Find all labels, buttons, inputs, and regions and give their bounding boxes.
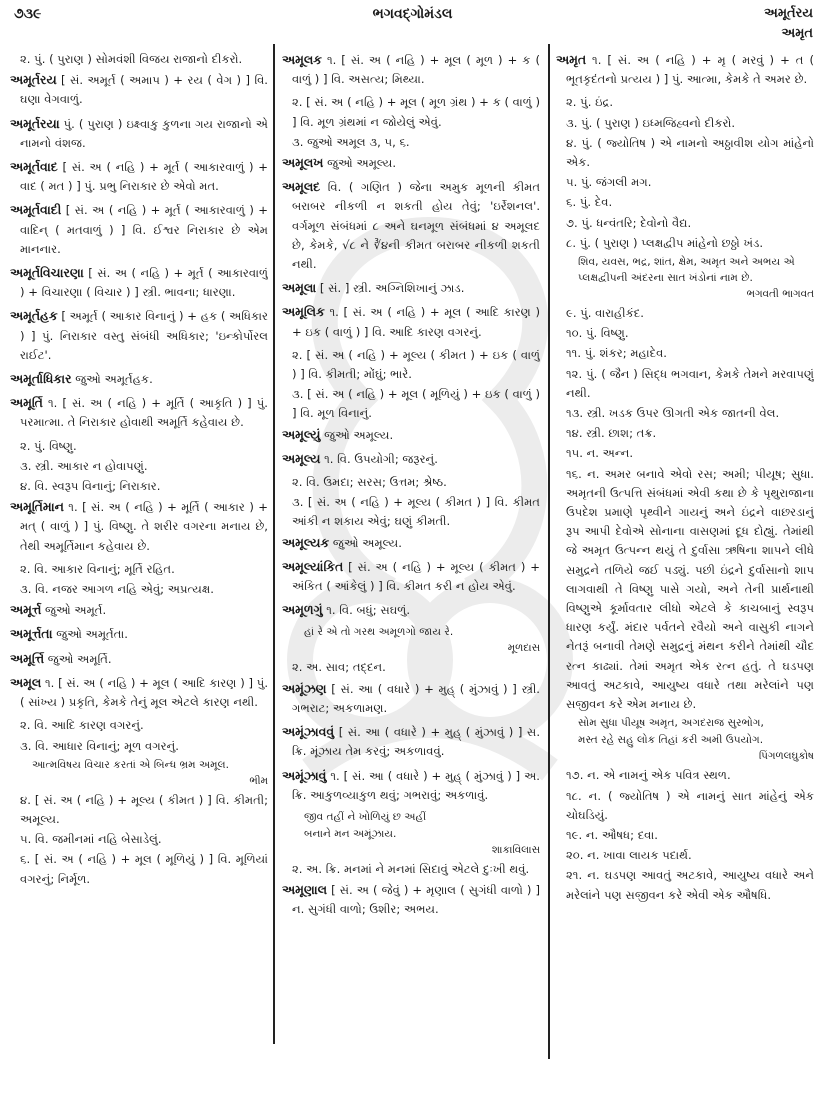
sense-item: ૫. વિ. જમીનમાં નહિ બેસાડેલું. [20, 832, 162, 847]
sense-item: ૨. વિ. ઉમદા; સરસ; ઉત્તમ; શ્રેષ્ઠ. [292, 475, 447, 490]
quotation-source: શાકાવિલાસ [491, 843, 540, 856]
entry-definition [10, 624, 268, 644]
sense-item: ૬. પું. દેવ. [566, 195, 613, 210]
sense-item: ૨. પું. વિષ્ણુ. [20, 438, 77, 453]
sense-item: ૪. વિ. સ્વરૂપ વિનાનું; નિરાકાર. [20, 479, 161, 494]
sense-item: ૩. વિ. આધાર વિનાનું; મૂળ વગરનું. [20, 738, 179, 753]
headword: અમૂણાલ [282, 882, 328, 898]
sense-item: ૩. વિ. નજર આગળ નહિ એવું; અપ્રત્યક્ષ. [20, 582, 214, 597]
sense-item: ૬. [ સં. અ ( નહિ ) + મૂલ ( મૂળિયું ) ] વિ. મૂળિયાં વગરનું; નિર્મૂળ. [20, 852, 268, 886]
column-3 [556, 50, 814, 1095]
entry-definition [282, 880, 540, 919]
definition-text: ૧. [ સં. અ ( નહિ ) + મૂલ ( આદિ કારણ ) + ઇક ( વાળું ) ] વિ. આદિ કારણ વગરનું. [292, 305, 540, 339]
sense-item: ૧૪. સ્ત્રી. છાશ; તક્ર. [566, 426, 657, 441]
column-2 [282, 50, 540, 1095]
entry-definition [282, 50, 540, 89]
dictionary-entry [282, 425, 540, 445]
headword: અમૂર્ત્તતા [10, 626, 53, 642]
dictionary-columns [0, 50, 825, 1100]
sense-item: ૨. [ સં. અ ( નહિ ) + મૂલ ( મૂળ ગ્રંથ ) + ક ( વાળું ) ] વિ. મૂળ ગ્રંથમાં ન જોયેલું એવું. [292, 95, 540, 129]
definition-text: ૧. વિ. ઉપયોગી; જરૂરનું. [324, 451, 438, 466]
headword: અમૂલા [282, 280, 317, 296]
entry-definition [282, 302, 540, 341]
entry-definition [282, 722, 540, 761]
sense-item: ૨૦. ન. ખાવા લાયક પદાર્થ. [566, 848, 692, 863]
headword: અમૃત [556, 52, 587, 67]
sense-item: ૩. પું. ( પુરાણ ) ઇધ્મજિહ્વનો દીકરો. [566, 115, 736, 130]
headword: અમૂર્તિમાન [10, 499, 64, 515]
sense-item: ૨. પું. ઇંદ્ર. [566, 95, 614, 110]
entry-definition [10, 393, 268, 432]
entry-definition [10, 114, 268, 153]
sense-item: ૧૨. પું. ( જૈન ) સિદ્ધ ભગવાન, કેમકે તેમને મરવાપણું નથી. [566, 366, 814, 400]
dictionary-entry [10, 649, 268, 669]
quotation-source: ભીમ [249, 774, 268, 787]
headword: અમૂંઝણ [282, 680, 327, 696]
sense-item: ૧૫. ન. અન્ન. [566, 446, 634, 461]
definition-text: [ સં. અ ( નહિ ) + મૂલ્ય ( કીમત ) + અંકિત ( આંકેલું ) ] વિ. કીમત કરી ન હોય એવું. [292, 559, 540, 594]
headword: અમૂંઝાવું [282, 767, 327, 783]
dictionary-entry [282, 557, 540, 596]
definition-text: જુઓ અમૂલ્ય. [327, 156, 397, 171]
dictionary-entry [282, 722, 540, 761]
sense-item: ૫. પું. જંગલી મગ. [566, 175, 652, 190]
headword: અમૂલિક [282, 304, 325, 320]
quotation-source: મૂળદાસ [507, 642, 540, 655]
sense-item: ૧૧. પું. શંકર; મહાદેવ. [566, 346, 667, 361]
headword: અમૂર્તરય [10, 72, 57, 88]
sense-item: ૩. સ્ત્રી. આકાર ન હોવાપણું. [20, 458, 148, 473]
entry-definition [282, 766, 540, 805]
entry-definition [10, 200, 268, 259]
definition-text: ૧. વિ. બધું; સઘળું. [326, 603, 411, 618]
dictionary-entry [282, 177, 540, 274]
definition-text: [ સં. અ ( જેવું ) + મૃણાલ ( સુગંધી વાળો ) ] ન. સુગંધી વાળો; ઉશીર; અભય. [292, 883, 540, 917]
definition-text: જુઓ અમૂર્તિ. [47, 651, 112, 666]
dictionary-entry [282, 766, 540, 880]
entry-definition [282, 533, 540, 553]
headword: અમૂર્ત્તિ [10, 650, 45, 666]
dictionary-entry [10, 200, 268, 259]
column-1 [10, 50, 268, 1095]
sense-item: ૭. પું. ધન્વંતરિ; દેવોનો વૈદ્ય. [566, 215, 692, 230]
headword: અમૂલદ [282, 179, 321, 195]
entry-definition [282, 600, 540, 620]
headword: અમૂંઝાવવું [282, 724, 335, 740]
dictionary-entry [10, 369, 268, 389]
entry-definition [282, 679, 540, 718]
definition-text: [ સં. અ ( નહિ ) + મૂર્ત ( આકારવાળું ) + વિચારણા ( વિચાર ) ] સ્ત્રી. ભાવના; ધારણા. [20, 266, 268, 300]
definition-text: જુઓ અમૂલ્ય. [332, 535, 402, 550]
dictionary-entry [10, 673, 268, 889]
quotation-line: બનાને મન અમૂંઝાય. [304, 827, 397, 840]
entry-definition [10, 70, 268, 109]
definition-text: જુઓ અમૂર્તહક. [75, 372, 153, 387]
quotation-line: સોમ સુધા પીયૂષ અમૃત, અગદરાજ સુરભોગ, [578, 717, 764, 730]
sense-item: ૨. વિ. આકાર વિનાનું; મૂર્તિ રહિત. [20, 561, 175, 576]
dictionary-entry [10, 50, 268, 69]
sense-item: ૨૧. ન. ઘડપણ આવતું અટકાવે, આયુષ્ય વધારે અને મરેલાંને પણ સજીવન કરે એવી એક ઔષધિ. [566, 868, 814, 902]
definition-text: ૧. [ સં. અ ( નહિ ) + મૂર્તિ ( આકૃતિ ) ] પું. પરમાત્મા. તે નિરાકાર હોવાથી અમૂર્તિ કહેવાય છે. [20, 396, 268, 430]
sense-item: ૧૦. પું. વિષ્ણુ. [566, 326, 629, 341]
definition-text: [ સં. અ ( નહિ ) + મૂર્ત ( આકારવાળું ) + વાદિન્ ( મતવાળું ) ] વિ. ઈશ્વર નિરાકાર છે એમ માનનાર. [20, 203, 268, 256]
headword: અમૂલ [10, 674, 42, 690]
entry-definition [556, 50, 814, 89]
entry-definition [10, 306, 268, 365]
entry-definition [282, 557, 540, 596]
dictionary-entry [10, 624, 268, 644]
entry-definition [282, 153, 540, 173]
dictionary-entry [10, 306, 268, 365]
quotation-line: શિવ, યવસ, ભદ્ર, શાંત, ક્ષેમ, અમૃત અને અભય એ પ્લક્ષદ્વીપની અંદરના સાત ખંડોનાં નામ છે. [578, 256, 795, 285]
definition-text: [ સં. આ ( વધારે ) + મુહ્ ( મુંઝાવું ) ] સ. ક્રિ. મૂંઝાય તેમ કરવું; અકળાવવું. [292, 725, 540, 759]
headword: અમૂર્તાધિકાર [10, 371, 72, 387]
guide-word-first: અમૂર્તરય [764, 6, 813, 21]
dictionary-entry [10, 497, 268, 599]
entry-definition [10, 497, 268, 556]
definition-text: જુઓ અમૂર્ત. [44, 603, 107, 618]
entry-definition [10, 369, 268, 389]
sense-item: ૧૯. ન. ઔષધ; દવા. [566, 827, 658, 842]
dictionary-entry [282, 679, 540, 718]
dictionary-entry [10, 263, 268, 302]
definition-text: [ સં. ] સ્ત્રી. અગ્નિશિખાનું ઝાડ. [319, 281, 465, 296]
sense-item: ૧૩. સ્ત્રી. ખડક ઉપર ઊગતી એક જાતની વેલ. [566, 406, 780, 421]
headword: અમૂલક [282, 52, 322, 67]
quotation-line: આત્મવિષય વિચાર કરતાં એ બિન્ધ ભ્રમ અમૂલ. [32, 758, 230, 771]
definition-text: ૧. [ સં. અ ( નહિ ) + મૃ ( મરવું ) + ત ( ભૂતકૃદંતનો પ્રત્યય ) ] પું. આત્મા, કેમકે તે અમર છે. [566, 53, 814, 87]
sense-item: ૮. પું. ( પુરાણ ) પ્લક્ષદ્વીપ માંહેનો છઠ્ઠો ખંડ. [566, 235, 764, 250]
definition-text: [ અમૂર્ત ( આકાર વિનાનું ) + હક ( અધિકાર ) ] પું. નિરાકાર વસ્તુ સંબંધી અધિકાર; 'ઇન્કોર્પોરલ રાઈટ'. [20, 309, 268, 362]
sense-item: ૨. વિ. આદિ કારણ વગરનું. [20, 718, 144, 733]
sense-item: ૩. [ સં. અ ( નહિ ) + મૂલ ( મૂળિયું ) + ઇક ( વાળું ) ] વિ. મૂળ વિનાનું. [292, 387, 540, 421]
dictionary-entry [282, 50, 540, 152]
sense-item: ૨. અ. ક્રિ. મનમાં ને મનમાં સિદાવું એટલે દુઃખી થવું. [292, 861, 530, 876]
dictionary-entry [10, 70, 268, 109]
dictionary-entry [10, 157, 268, 196]
sense-item: ૨. [ સં. અ ( નહિ ) + મૂલ્ય ( કીમત ) + ઇક ( વાળું ) ] વિ. કીમતી; મોંઘું; ભારે. [292, 347, 540, 382]
quotation-source: ભગવતી ભાગવત [746, 288, 814, 301]
entry-definition [10, 649, 268, 669]
entry-definition [10, 600, 268, 620]
headword: અમૂર્ત્ત [10, 602, 42, 618]
definition-text: જુઓ અમૂર્તતા. [56, 627, 128, 642]
sense-item: ૪. [ સં. અ ( નહિ ) + મૂલ્ય ( કીમત ) ] વિ. કીમતી; અમૂલ્ય. [20, 792, 268, 826]
sense-item: ૧૮. ન. ( જ્યોતિષ ) એ નામનું સાત માંહેનું એક ચોઘડિયું. [566, 788, 814, 822]
dictionary-entry [282, 600, 540, 677]
entry-definition [10, 263, 268, 302]
sense-item: ૩. જુઓ અમૂલ ૩, ૫, ૬. [292, 134, 410, 149]
page-header [0, 0, 825, 52]
definition-text: ૧. [ સં. આ ( વધારે ) + મુહ્ ( મુંઝાવું ) ] અ. ક્રિ. આકુળવ્યાકુળ થવું; ગભરાવું; અકળાવું. [292, 768, 540, 802]
sense-item: ૧૭. ન. એ નામનું એક પવિત્ર સ્થળ. [566, 768, 731, 783]
headword: અમૂર્તવિચારણા [10, 265, 84, 281]
headword: અમૂળગું [282, 602, 323, 618]
entry-definition [282, 449, 540, 469]
entry-definition [10, 673, 268, 712]
quotation-line: જીવ તહીં ને ખોળિયું છ અહીં [304, 810, 427, 823]
definition-text: [ સં. આ ( વધારે ) + મુહ્ ( મુંઝાવું ) ] સ્ત્રી. ગભરાટ; અકળામણ. [292, 681, 540, 715]
dictionary-entry [282, 533, 540, 553]
definition-text: [ સં. અમૂર્ત ( અમાપ ) + રય ( વેગ ) ] વિ. ઘણા વેગવાળું. [20, 73, 268, 107]
dictionary-entry [282, 302, 540, 423]
entry-definition [282, 278, 540, 298]
dictionary-entry [282, 278, 540, 298]
quotation-line: હાં રે એ તો ગરથ અમૂળગો જાય રે. [304, 626, 454, 639]
quotation-source: પિંગળલઘુકોષ [758, 750, 814, 763]
headword: અમૂર્તવાદી [10, 202, 62, 218]
definition-text: વિ. ( ગણિત ) જેના અમુક મૂળની કીમત બરાબર નીકળી ન શકતી હોય તેવું; 'ઇર્રેશનલ'. વર્ગમૂળ સંબંધમાં ૮ અને ઘનમૂળ સંબંધમાં ૪ અમૂલદ છે, કેમકે, √૮ ને ∛૪ની કીમત બરાબર નીકળી શકતી નથી. [292, 180, 540, 272]
dictionary-entry [10, 600, 268, 620]
page-number: ૭૩૯ [14, 6, 42, 22]
quotation-line: મસ્ત રહે સહુ લોક તિહાં કરી અમી ઉપયોગ. [578, 734, 764, 747]
sense-item: ૯. પું. વારાહીકંદ. [566, 306, 644, 321]
headword: અમૂર્તહક [10, 308, 58, 324]
headword: અમૂર્તરયા [10, 115, 60, 131]
definition-text: પું. ( પુરાણ ) ઇક્ષ્વાકુ કુળના ગય રાજાનો એ નામનો વંશજ. [20, 116, 268, 150]
entry-definition [282, 177, 540, 274]
sense-item: ૪. પું. ( જ્યોતિષ ) એ નામનો અઠ્ઠાવીશ યોગ માંહેનો એક. [566, 135, 814, 170]
sense-item: ૩. [ સં. અ ( નહિ ) + મૂલ્ય ( કીમત ) ] વિ. કીમત આંકી ન શકાય એવું; ઘણું કીમતી. [292, 495, 540, 529]
headword: અમૂલ્ય [282, 450, 321, 466]
definition-text: ૧. [ સં. અ ( નહિ ) + મૂલ ( આદિ કારણ ) ] પું. ( સાંખ્ય ) પ્રકૃતિ, કેમકે તેનું મૂલ એટલે કારણ નથી. [20, 675, 268, 710]
dictionary-entry [282, 880, 540, 919]
dictionary-entry [556, 50, 814, 905]
sense-item: ૧૬. ન. અમર બનાવે એવો રસ; અમી; પીયૂષ; સુધા. અમૃતની ઉત્પત્તિ સંબંધમાં એવી કથા છે કે પૃથુરાજાના ઉપદેશ પ્રમાણે પૃથ્વીને ગાયનું અને ઇંદ્રને વાછરડાનું રૂપ આપી દેવોએ સોનાના વાસણમાં દૂધ દોહ્યું. તેમાંથી જે અમૃત ઉત્પન્ન થયું તે દુર્વાસા ઋષિના શાપને લીધે સમુદ્રને તળિયે જઈ પડ્યું. પછી ઇંદ્રને દુર્વાસાનો શાપ લાગવાથી તે વિષ્ણુ પાસે ગયો, અને તેની પ્રાર્થનાથી વિષ્ણુએ કૂર્માવતાર લીધો એટલે કે કાચબાનું સ્વરૂપ ધારણ કર્યું. મંદાર પર્વતને રવૈયો અને વાસુકી નાગને નેતરૂં બનાવી તેમણે સમુદ્રનું મંથન કરીને તેમાંથી ચૌદ રત્ન કાઢ્યાં. તેમાં અમૃત એક રત્ન હતું. તે ઘડપણ આવતું અટકાવે, આયુષ્ય વધારે તથા મરેલાંને પણ સજીવન કરે એમ મનાય છે. [566, 466, 814, 712]
headword: અમૂર્તવાદ [10, 159, 58, 175]
headword: અમૂર્તિ [10, 395, 43, 411]
sense-item: ૨. અ. સાવ; તદ્દન. [292, 660, 386, 675]
dictionary-entry [10, 114, 268, 153]
headword: અમૂલ્યું [282, 426, 321, 442]
dictionary-entry [10, 393, 268, 496]
headword: અમૂલ્યક [282, 534, 330, 550]
definition-text: જુઓ અમૂલ્ય. [324, 427, 394, 442]
definition-text: ૧. [ સં. અ ( નહિ ) + મૂલ ( મૂળ ) + ક ( વાળું ) ] વિ. અસત્ય; મિથ્યા. [292, 53, 540, 87]
entry-definition [282, 425, 540, 445]
book-title: ભગવદ્ગોમંડલ [372, 6, 453, 22]
dictionary-entry [282, 153, 540, 173]
sense-item: ૨. પું. ( પુરાણ ) સોમવંશી વિજય રાજાનો દીકરો. [20, 52, 243, 66]
headword: અમૂલ્યાંકિત [282, 558, 344, 574]
entry-definition [10, 157, 268, 196]
headword: અમૂલખ [282, 155, 324, 171]
dictionary-entry [282, 449, 540, 532]
definition-text: ૧. [ સં. અ ( નહિ ) + મૂર્તિ ( આકાર ) + મત્ ( વાળું ) ] પું. વિષ્ણુ. તે શરીર વગરના મનાય છે, તેથી અમૂર્તિમાન કહેવાય છે. [20, 500, 268, 553]
definition-text: [ સં. અ ( નહિ ) + મૂર્ત ( આકારવાળું ) + વાદ ( મત ) ] પું. પ્રભુ નિરાકાર છે એવો મત. [20, 160, 268, 194]
guide-word-last: અમૃત [781, 26, 813, 41]
